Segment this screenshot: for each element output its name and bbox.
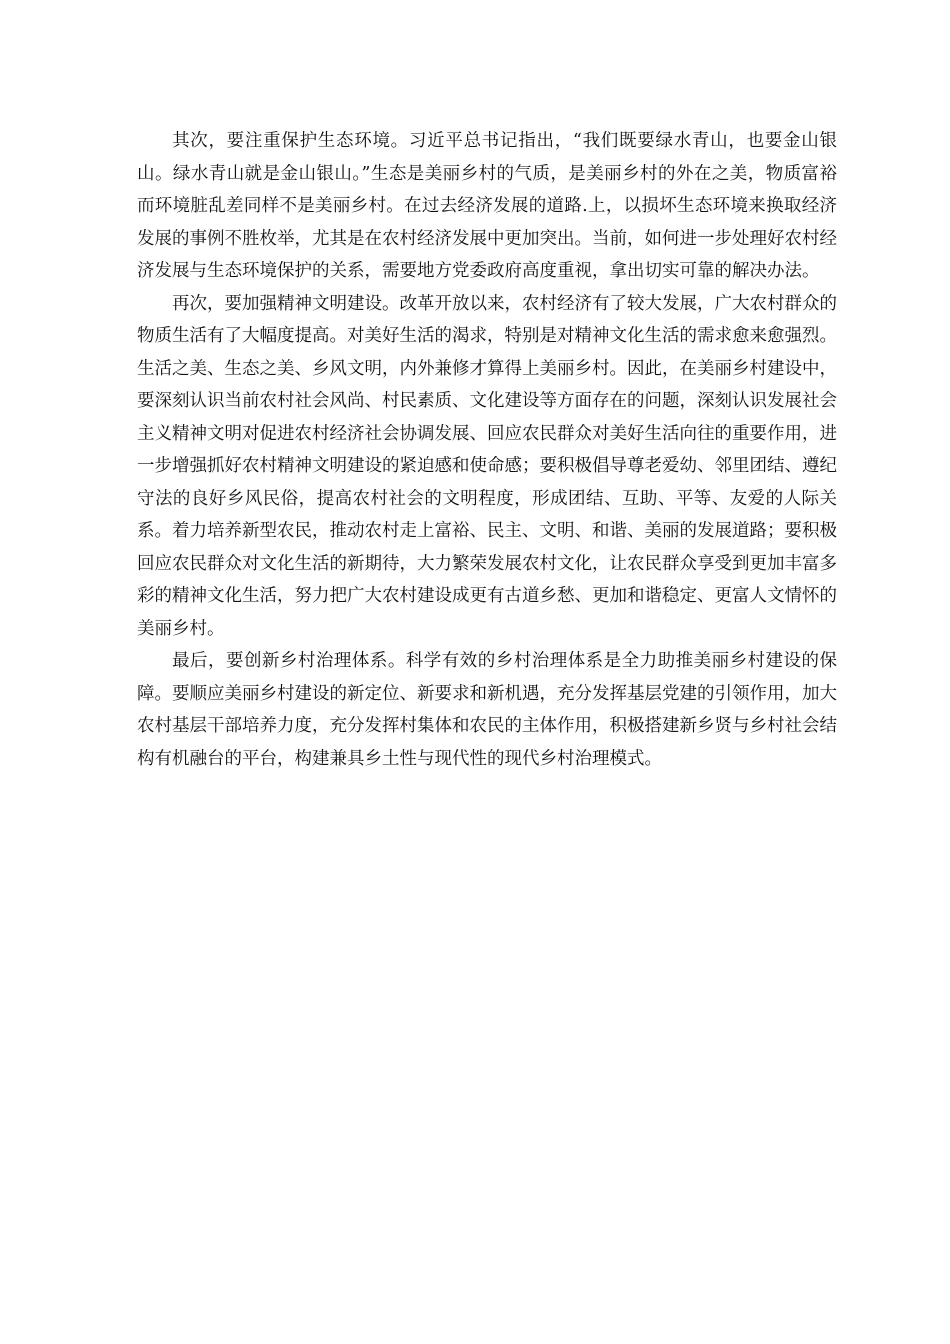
document-body	[137, 125, 837, 775]
paragraph-spiritual-civilization: 再次，要加强精神文明建设。改革开放以来，农村经济有了较大发展，广大农村群众的物质生活有了大幅度提高。对美好生活的渴求，特别是对精神文化生活的需求愈来愈强烈。生活之美、生态之美、乡风文明，内外兼修才算得上美丽乡村。因此，在美丽乡村建设中，要深刻认识当前农村社会风尚、村民素质、文化建设等方面存在的问题，深刻认识发展社会主义精神文明对促进农村经济社会协调发展、回应农民群众对美好生活向往的重要作用，进一步增强抓好农村精神文明建设的紧迫感和使命感；要积极倡导尊老爱幼、邻里团结、遵纪守法的良好乡风民俗，提高农村社会的文明程度，形成团结、互助、平等、友爱的人际关系。着力培养新型农民，推动农村走上富裕、民主、文明、和谐、美丽的发展道路；要积极回应农民群众对文化生活的新期待，大力繁荣发展农村文化，让农民群众享受到更加丰富多彩的精神文化生活，努力把广大农村建设成更有古道乡愁、更加和谐稳定、更富人文情怀的美丽乡村。	[137, 293, 837, 639]
paragraph-ecology: 其次，要注重保护生态环境。习近平总书记指出，“我们既要绿水青山，也要金山银山。绿水青山就是金山银山。”生态是美丽乡村的气质，是美丽乡村的外在之美，物质富裕而环境脏乱差同样不是美丽乡村。在过去经济发展的道路.上，以损坏生态环境来换取经济发展的事例不胜枚举，尤其是在农村经济发展中更加突出。当前，如何进一步处理好农村经济发展与生态环境保护的关系，需要地方党委政府高度重视，拿出切实可靠的解决办法。	[137, 131, 837, 281]
paragraph-rural-governance: 最后，要创新乡村治理体系。科学有效的乡村治理体系是全力助推美丽乡村建设的保障。要顺应美丽乡村建设的新定位、新要求和新机遇，充分发挥基层党建的引领作用，加大农村基层干部培养力度，充分发挥村集体和农民的主体作用，积极搭建新乡贤与乡村社会结构有机融台的平台，构建兼具乡土性与现代性的现代乡村治理模式。	[137, 651, 837, 769]
